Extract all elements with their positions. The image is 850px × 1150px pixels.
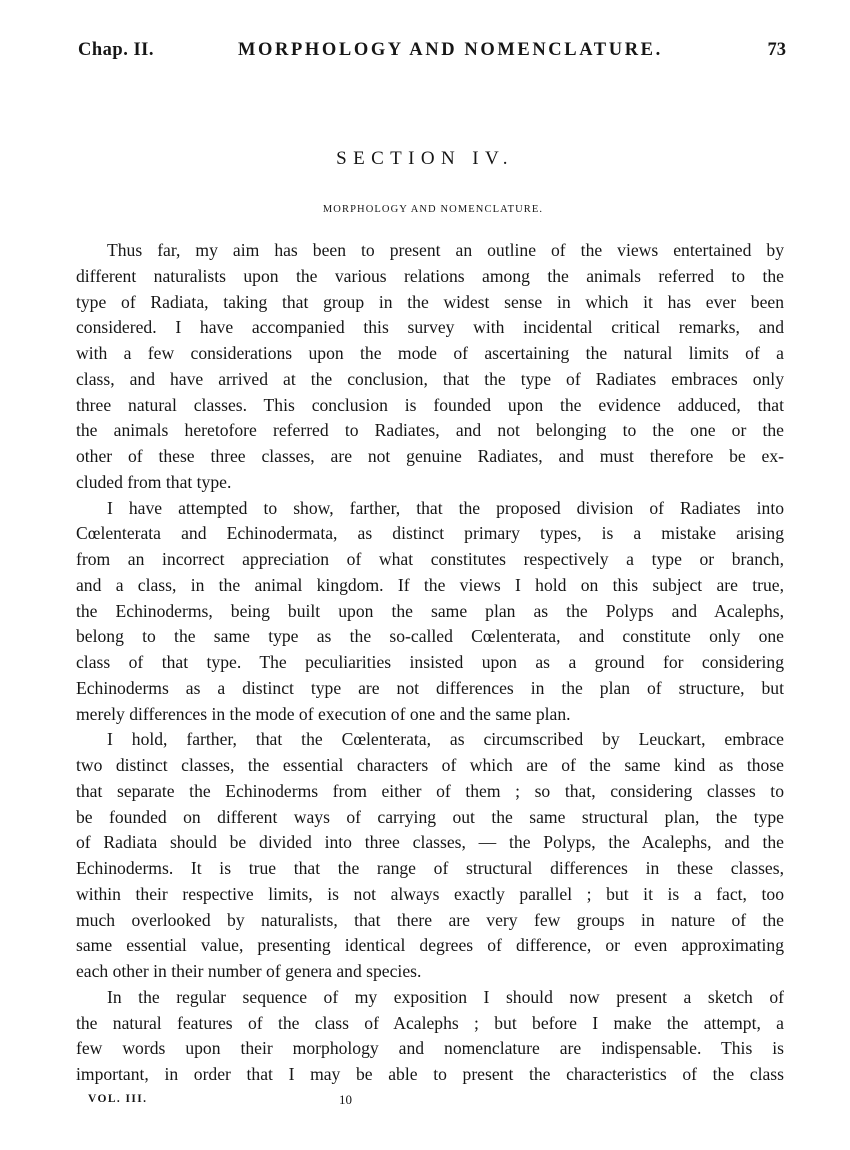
text-line: and a class, in the animal kingdom. If the views I hold on this subject are true, [76,574,784,595]
text-line: type of Radiata, taking that group in the widest sense in which it has ever been [76,291,784,312]
text-line: within their respective limits, is not always exactly parallel ; but it is a fact, too [76,883,784,904]
text-line: that separate the Echinoderms from either of them ; so that, considering classes to [76,780,784,801]
text-line: with a few considerations upon the mode of ascertaining the natural limits of a [76,343,784,363]
text-line: Thus far, my aim has been to present an outline of the views entertained by [107,240,784,260]
text-line: much overlooked by naturalists, that there are very few groups in nature of the [76,909,784,930]
text-line: each other in their number of genera and species. [76,961,422,981]
text-line: be founded on different ways of carrying out the same structural plan, the type [76,806,784,827]
text-line: three natural classes. This conclusion is founded upon the evidence adduced, that [76,394,784,415]
volume-label: VOL. III. [88,1093,148,1105]
text-line: I have attempted to show, farther, that the proposed division of Radiates into [107,497,784,518]
text-line: few words upon their morphology and nomenclature are indispensable. This is [76,1038,784,1059]
text-line: cluded from that type. [76,471,232,492]
text-line: class, and have arrived at the conclusion, that the type of Radiates embraces only [76,368,784,389]
text-line: from an incorrect appreciation of what constitutes respectively a type or branch, [76,549,784,569]
text-line: I hold, farther, that the Cœlenterata, as circumscribed by Leuckart, embrace [107,729,784,750]
text-line: In the regular sequence of my exposition I should now present a sketch of [107,986,784,1007]
text-line: the animals heretofore referred to Radiates, and not belonging to the one or the [76,420,784,441]
chapter-label: Chap. II. [78,40,154,60]
text-line: belong to the same type as the so-called Cœlenterata, and constitute only one [76,626,784,647]
section-title: SECTION IV. [336,148,514,169]
text-line: different naturalists upon the various relations among the animals referred to the [76,265,784,286]
text-line: of Radiata should be divided into three classes, — the Polyps, the Acalephs, and the [76,832,784,853]
section-subtitle: MORPHOLOGY AND NOMENCLATURE. [322,204,544,215]
text-line: Cœlenterata and Echinodermata, as distinct primary types, is a mistake arising [76,523,784,544]
text-line: class of that type. The peculiarities insisted upon as a ground for considering [76,652,784,672]
running-title: MORPHOLOGY AND NOMENCLATURE. [238,40,663,60]
page-number: 73 [767,40,786,60]
running-head [78,40,786,66]
body-text [76,238,784,1088]
text-line: Echinoderms. It is true that the range of structural differences in these classes, [76,858,784,878]
text-line: the natural features of the class of Acalephs ; but before I make the attempt, a [76,1012,784,1033]
text-line: merely differences in the mode of execution of one and the same plan. [76,703,571,724]
text-line: same essential value, presenting identical degrees of difference, or even approximating [76,935,784,956]
signature-mark: 10 [339,1092,352,1107]
text-line: Echinoderms as a distinct type are not differences in the plan of structure, but [76,677,784,698]
text-line: considered. I have accompanied this survey with incidental critical remarks, and [76,317,784,338]
text-line: other of these three classes, are not genuine Radiates, and must therefore be ex- [76,446,784,466]
text-line: two distinct classes, the essential characters of which are of the same kind as those [76,755,784,775]
text-line: the Echinoderms, being built upon the same plan as the Polyps and Acalephs, [76,600,784,621]
page-footer [88,1093,388,1109]
text-line: important, in order that I may be able to present the characteristics of the class [76,1064,784,1084]
